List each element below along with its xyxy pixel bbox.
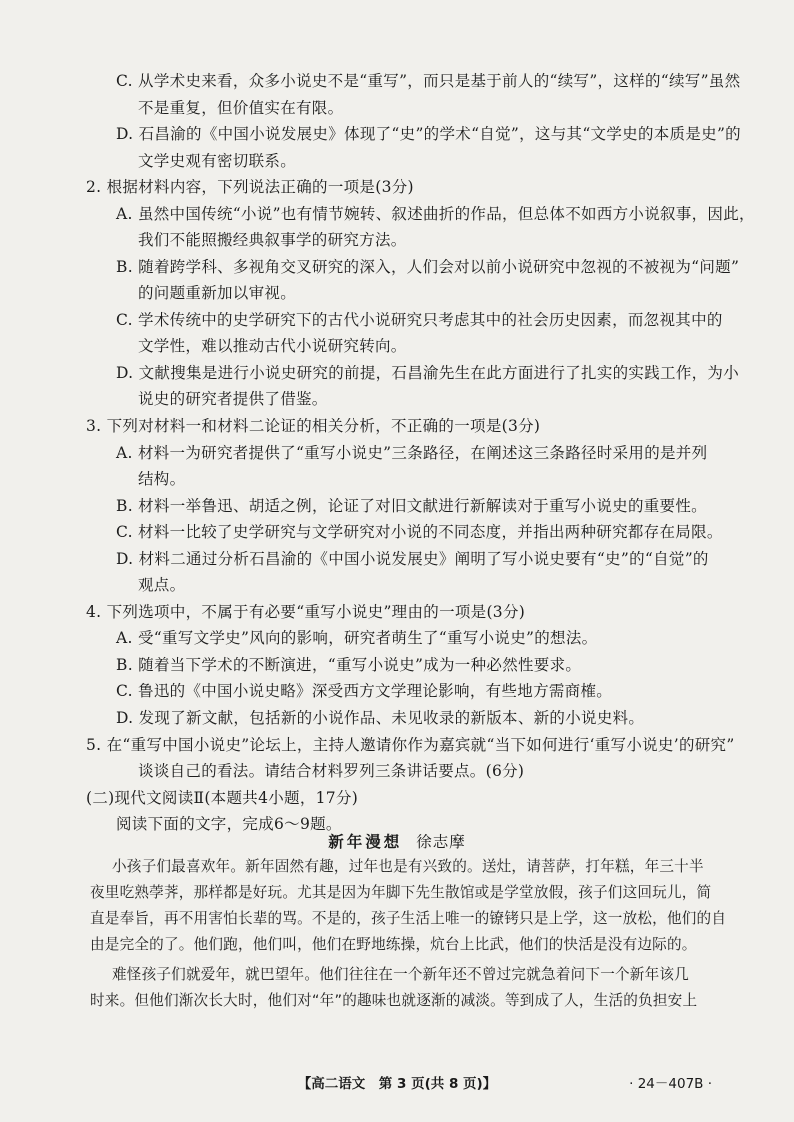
q3-option-a-line1: A. 材料一为研究者提供了“重写小说史”三条路径，在阐述这三条路径时采用的是并列 [116, 444, 708, 462]
q1-option-d-line2: 文学史观有密切联系。 [138, 152, 297, 170]
page-footer [0, 1072, 794, 1092]
q1-option-c-line1: C. 从学术史来看，众多小说史不是“重写”，而只是基于前人的“续写”，这样的“续写”虽然 [116, 72, 741, 90]
q3-stem: 3. 下列对材料一和材料二论证的相关分析，不正确的一项是(3分) [86, 417, 541, 435]
reading-instruction: 阅读下面的文字，完成6～9题。 [116, 815, 342, 833]
article-author: 徐志摩 [416, 833, 466, 851]
q2-option-c-line2: 文学性，难以推动古代小说研究转向。 [138, 337, 407, 355]
q3-option-a-line2: 结构。 [138, 470, 186, 488]
article-title: 新年漫想 [328, 833, 403, 851]
q2-option-c-line1: C. 学术传统中的史学研究下的古代小说研究只考虑其中的社会历史因素，而忽视其中的 [116, 311, 723, 329]
article-line: 时来。但他们渐次长大时，他们对“年”的趣味也就逐渐的减淡。等到成了人，生活的负担安上 [90, 992, 698, 1009]
article-line: 直是奉旨，再不用害怕长辈的骂。不是的，孩子生活上唯一的镣铐只是上学，这一放松，他们的自 [90, 910, 727, 927]
q2-option-d-line1: D. 文献搜集是进行小说史研究的前提，石昌渝先生在此方面进行了扎实的实践工作，为小 [116, 364, 740, 382]
q4-stem: 4. 下列选项中，不属于有必要“重写小说史”理由的一项是(3分) [86, 603, 526, 621]
q1-option-c-line2: 不是重复，但价值实在有限。 [138, 99, 344, 117]
article-title-block [0, 832, 794, 852]
q2-option-b-line1: B. 随着跨学科、多视角交叉研究的深入，人们会对以前小说研究中忽视的不被视为“问题” [116, 258, 740, 276]
article-line: 难怪孩子们就爱年，就巴望年。他们往往在一个新年还不曾过完就急着问下一个新年该几 [112, 966, 689, 983]
q2-stem: 2. 根据材料内容，下列说法正确的一项是(3分) [86, 178, 414, 196]
q3-option-b: B. 材料一举鲁迅、胡适之例，论证了对旧文献进行新解读对于重写小说史的重要性。 [116, 497, 707, 515]
q3-option-d-line2: 观点。 [138, 576, 186, 594]
footer-code: · 24－407B · [629, 1076, 712, 1092]
q3-option-c: C. 材料一比较了史学研究与文学研究对小说的不同态度，并指出两种研究都存在局限。 [116, 523, 723, 541]
article-line: 夜里吃熟荸荠，那样都是好玩。尤其是因为年脚下先生散馆或是学堂放假，孩子们这回玩儿，简 [90, 884, 712, 901]
footer-page-info: 【高二语文 第 3 页(共 8 页)】 [297, 1076, 497, 1092]
article-line: 小孩子们最喜欢年。新年固然有趣，过年也是有兴致的。送灶，请菩萨，打年糕，年三十半 [112, 858, 704, 875]
q2-option-a-line1: A. 虽然中国传统“小说”也有情节婉转、叙述曲折的作品，但总体不如西方小说叙事，因此， [116, 205, 755, 223]
q1-option-d-line1: D. 石昌渝的《中国小说发展史》体现了“史”的学术“自觉”，这与其“文学史的本质是史”的 [116, 125, 741, 143]
q5-stem-line1: 5. 在“重写中国小说史”论坛上，主持人邀请你作为嘉宾就“当下如何进行‘重写小说史’的研究” [86, 736, 735, 754]
section-heading: (二)现代文阅读Ⅱ(本题共4小题，17分) [86, 789, 359, 807]
q4-option-a: A. 受“重写文学史”风向的影响，研究者萌生了“重写小说史”的想法。 [116, 629, 598, 647]
q4-option-d: D. 发现了新文献，包括新的小说作品、未见收录的新版本、新的小说史料。 [116, 709, 645, 727]
q2-option-a-line2: 我们不能照搬经典叙事学的研究方法。 [138, 231, 407, 249]
q4-option-c: C. 鲁迅的《中国小说史略》深受西方文学理论影响，有些地方需商榷。 [116, 682, 613, 700]
article-line: 由是完全的了。他们跑，他们叫，他们在野地练操，炕台上比武，他们的快活是没有边际的。 [90, 936, 697, 953]
q3-option-d-line1: D. 材料二通过分析石昌渝的《中国小说发展史》阐明了写小说史要有“史”的“自觉”的 [116, 550, 709, 568]
q5-stem-line2: 谈谈自己的看法。请结合材料罗列三条讲话要点。(6分) [138, 762, 525, 780]
q2-option-b-line2: 的问题重新加以审视。 [138, 284, 297, 302]
q2-option-d-line2: 说史的研究者提供了借鉴。 [138, 390, 328, 408]
q4-option-b: B. 随着当下学术的不断演进，“重写小说史”成为一种必然性要求。 [116, 656, 582, 674]
